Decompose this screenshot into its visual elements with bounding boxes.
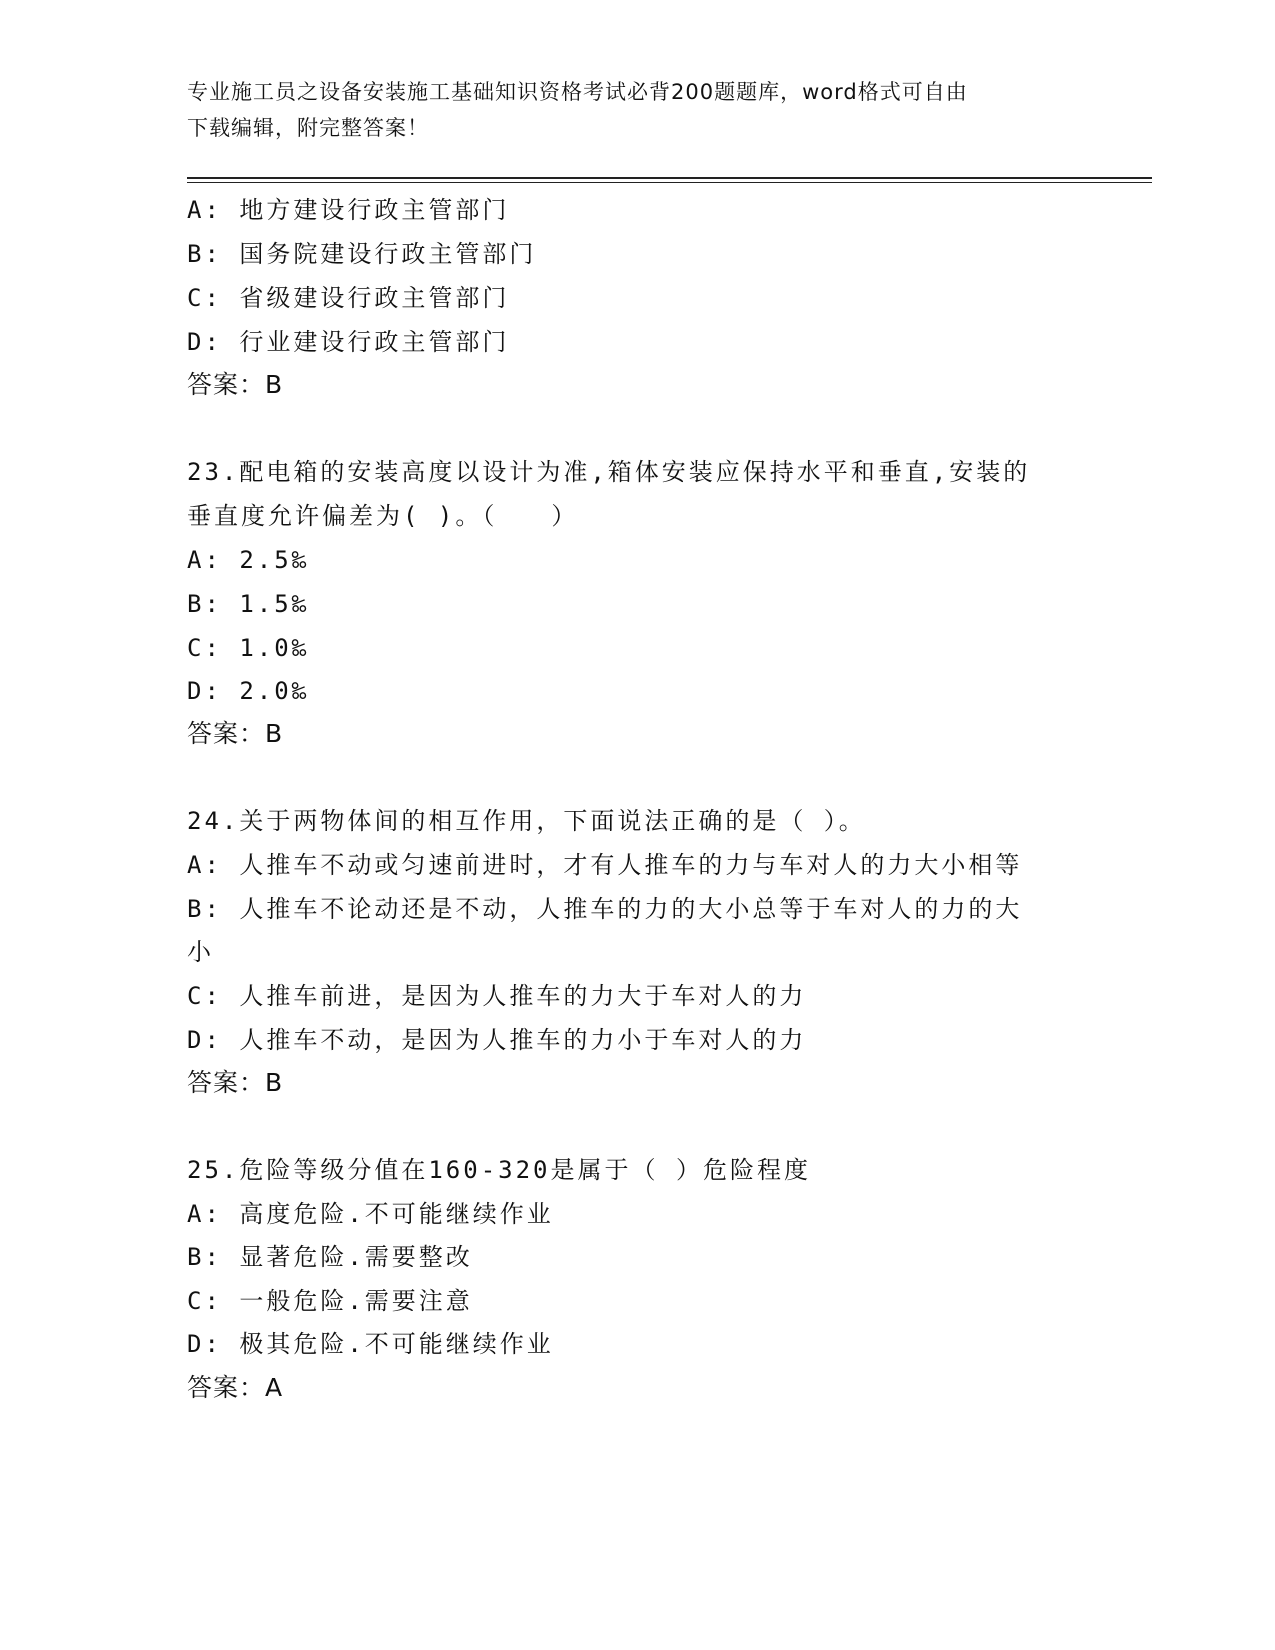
q23-answer: 答案：B — [187, 719, 284, 748]
q24-option-b-line-2: 小 — [187, 938, 214, 966]
header-divider-thick — [187, 177, 1152, 179]
q25-answer: 答案：A — [187, 1373, 284, 1402]
q23-option-d: D: 2.0‰ — [187, 677, 310, 705]
q24-option-b-line-1: B: 人推车不论动还是不动，人推车的力的大小总等于车对人的力的大 — [187, 895, 1023, 923]
q24-option-c: C: 人推车前进，是因为人推车的力大于车对人的力 — [187, 982, 807, 1010]
q22-option-d: D: 行业建设行政主管部门 — [187, 328, 510, 356]
q23-option-c: C: 1.0‰ — [187, 634, 310, 662]
q24-answer: 答案：B — [187, 1068, 284, 1097]
q23-stem-line-1: 23.配电箱的安装高度以设计为准,箱体安装应保持水平和垂直,安装的 — [187, 458, 1031, 486]
q25-option-a: A: 高度危险.不可能继续作业 — [187, 1200, 554, 1228]
q24-option-a: A: 人推车不动或匀速前进时，才有人推车的力与车对人的力大小相等 — [187, 851, 1023, 879]
q24-option-d: D: 人推车不动，是因为人推车的力小于车对人的力 — [187, 1026, 807, 1054]
q25-stem: 25.危险等级分值在160-320是属于（ ）危险程度 — [187, 1156, 811, 1184]
q24-stem: 24.关于两物体间的相互作用，下面说法正确的是（ ）。 — [187, 807, 866, 835]
q22-answer: 答案：B — [187, 370, 284, 399]
header-divider-thin — [187, 182, 1152, 183]
q22-option-c: C: 省级建设行政主管部门 — [187, 284, 510, 312]
header-line-2: 下载编辑，附完整答案！ — [187, 116, 429, 140]
document-header — [187, 74, 1067, 146]
q23-stem-line-2: 垂直度允许偏差为( )。（ ） — [187, 502, 579, 530]
q22-option-b: B: 国务院建设行政主管部门 — [187, 240, 537, 268]
header-line-1: 专业施工员之设备安装施工基础知识资格考试必背200题题库，word格式可自由 — [187, 80, 968, 104]
q25-option-d: D: 极其危险.不可能继续作业 — [187, 1330, 554, 1358]
q23-option-b: B: 1.5‰ — [187, 590, 310, 618]
q25-option-c: C: 一般危险.需要注意 — [187, 1287, 473, 1315]
q22-option-a: A: 地方建设行政主管部门 — [187, 196, 510, 224]
q23-option-a: A: 2.5‰ — [187, 546, 310, 574]
q25-option-b: B: 显著危险.需要整改 — [187, 1243, 473, 1271]
